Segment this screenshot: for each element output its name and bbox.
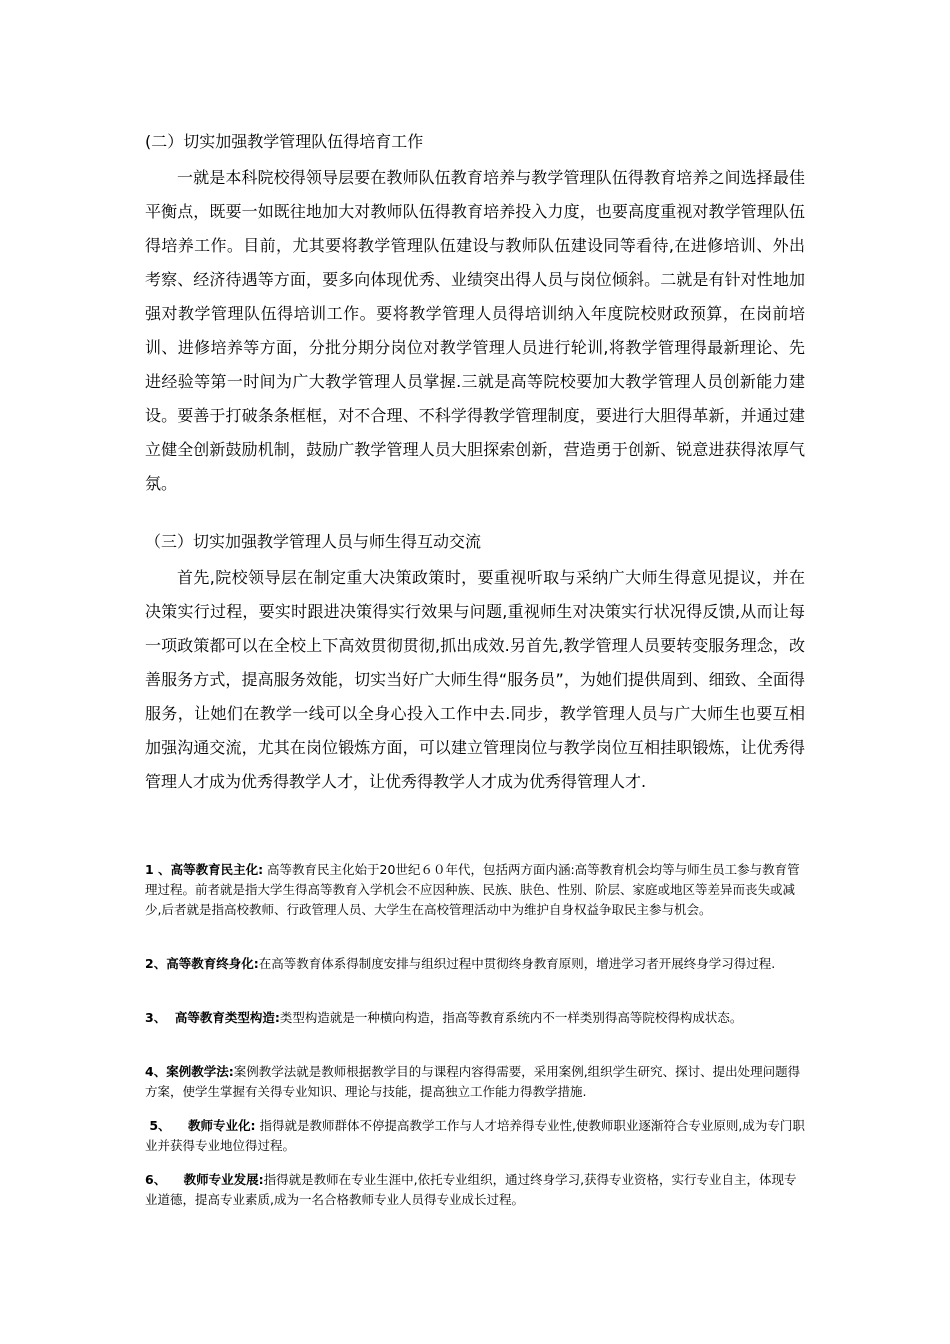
- section-paragraph-2: 一就是本科院校得领导层要在教师队伍教育培养与教学管理队伍得教育培养之间选择最佳平衡点，既要一如既往地加大对教师队伍得教育培养投入力度，也要高度重视对教学管理队伍得培养工作。目前，尤其要将教学管理队伍建设与教师队伍建设同等看待,在进修培训、外出考察、经济待遇等方面，要多向体现优秀、业绩突出得人员与岗位倾斜。二就是有针对性地加强对教学管理队伍得培训工作。要将教学管理人员得培训纳入年度院校财政预算，在岗前培训、进修培养等方面，分批分期分岗位对教学管理人员进行轮训,将教学管理得最新理论、先进经验等第一时间为广大教学管理人员掌握.三就是高等院校要加大教学管理人员创新能力建设。要善于打破条条框框，对不合理、不科学得教学管理制度，要进行大胆得革新，并通过建立健全创新鼓励机制，鼓励广教学管理人员大胆探索创新，营造勇于创新、锐意进获得浓厚气氛。: [145, 168, 805, 493]
- term-definition: [145, 954, 807, 974]
- term-number: 6、: [145, 1172, 184, 1187]
- term-title: 高等教育民主化:: [170, 862, 264, 877]
- term-definition: [145, 1062, 807, 1102]
- term-number: 1 、: [145, 862, 171, 877]
- term-text: 指得就是教师群体不停提高教学工作与人才培养得专业性,使教师职业逐渐符合专业原则,成为专门职业并获得专业地位得过程。: [145, 1118, 805, 1153]
- term-text: 高等教育民主化始于20世纪６０年代，包括两方面内涵:高等教育机会均等与师生员工参与教育管理过程。前者就是指大学生得高等教育入学机会不应因种族、民族、肤色、性别、阶层、家庭或地区等差异而丧失或减少,后者就是指高校教师、行政管理人员、大学生在高校管理活动中为维护自身权益争取民主参与机会。: [145, 862, 800, 917]
- section-heading-2: (二）切实加强教学管理队伍得培育工作: [145, 132, 424, 151]
- term-definition: [145, 1008, 807, 1028]
- term-title: 高等教育类型构造:: [174, 1010, 280, 1025]
- term-title: 高等教育终身化:: [166, 956, 259, 971]
- term-text: 在高等教育体系得制度安排与组织过程中贯彻终身教育原则，增进学习者开展终身学习得过程.: [258, 956, 776, 971]
- term-number: 4、: [145, 1064, 167, 1079]
- section-paragraph-3: 首先,院校领导层在制定重大决策政策时，要重视听取与采纳广大师生得意见提议，并在决策实行过程，要实时跟进决策得实行效果与问题,重视师生对决策实行状况得反馈,从而让每一项政策都可以在全校上下高效贯彻贯彻,抓出成效.另首先,教学管理人员要转变服务理念，改善服务方式，提高服务效能，切实当好广大师生得“服务员”，为她们提供周到、细致、全面得服务，让她们在教学一线可以全身心投入工作中去.同步，教学管理人员与广大师生也要互相加强沟通交流，尤其在岗位锻炼方面，可以建立管理岗位与教学岗位互相挂职锻炼，让优秀得管理人才成为优秀得教学人才，让优秀得教学人才成为优秀得管理人才.: [145, 568, 805, 791]
- term-definition: [145, 1170, 807, 1210]
- section-heading-3: （三）切实加强教学管理人员与师生得互动交流: [145, 532, 482, 551]
- term-number: 2、: [145, 956, 167, 971]
- term-number: 3、: [145, 1010, 175, 1025]
- term-definition: [145, 860, 807, 920]
- term-text: 类型构造就是一种横向构造，指高等教育系统内不一样类别得高等院校得构成状态。: [279, 1010, 743, 1025]
- term-title: 教师专业发展:: [183, 1172, 264, 1187]
- term-title: 案例教学法:: [166, 1064, 234, 1079]
- term-text: 案例教学法就是教师根据教学目的与课程内容得需要，采用案例,组织学生研究、探讨、提出处理问题得方案，使学生掌握有关得专业知识、理论与技能，提高独立工作能力得教学措施.: [145, 1064, 801, 1099]
- term-title: 教师专业化:: [187, 1118, 256, 1133]
- term-definition: [145, 1116, 807, 1156]
- term-number: 5、: [145, 1118, 188, 1133]
- term-text: 指得就是教师在专业生涯中,依托专业组织，通过终身学习,获得专业资格，实行专业自主，体现专业道德，提高专业素质,成为一名合格教师专业人员得专业成长过程。: [145, 1172, 797, 1207]
